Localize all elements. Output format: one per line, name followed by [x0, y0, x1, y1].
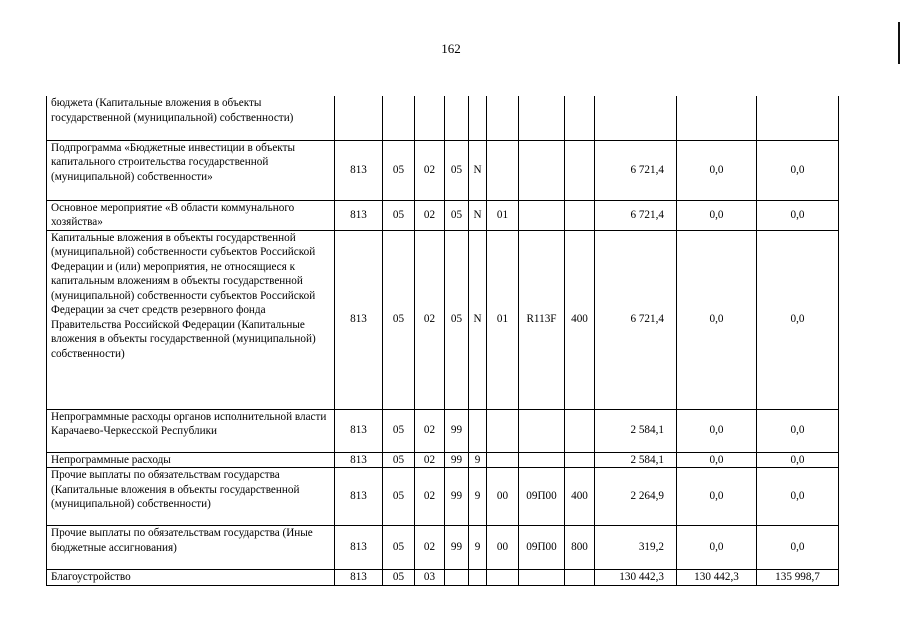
code-cell: [519, 200, 565, 230]
code-cell: [469, 409, 487, 452]
code-cell: [487, 96, 519, 140]
budget-table: [46, 96, 839, 586]
code-cell: 09П00: [519, 526, 565, 570]
code-cell: [487, 452, 519, 468]
code-cell: N: [469, 140, 487, 200]
row-name-cell: Непрограммные расходы: [47, 452, 335, 468]
code-cell: 800: [565, 526, 595, 570]
amount-cell: [595, 96, 677, 140]
code-cell: 813: [335, 526, 383, 570]
code-cell: 05: [383, 200, 415, 230]
code-cell: 05: [445, 230, 469, 409]
code-cell: 05: [445, 200, 469, 230]
code-cell: 813: [335, 409, 383, 452]
code-cell: [383, 96, 415, 140]
code-cell: [469, 96, 487, 140]
code-cell: 00: [487, 526, 519, 570]
row-name-cell: Подпрограмма «Бюджетные инвестиции в объекты капитального строительства государственной (муниципальной) собственности»: [47, 140, 335, 200]
code-cell: [565, 409, 595, 452]
code-cell: 99: [445, 409, 469, 452]
table-row: [47, 96, 839, 140]
code-cell: 813: [335, 468, 383, 526]
amount-cell: 2 584,1: [595, 452, 677, 468]
code-cell: 02: [415, 452, 445, 468]
code-cell: [487, 409, 519, 452]
code-cell: 9: [469, 452, 487, 468]
code-cell: 05: [383, 409, 415, 452]
code-cell: 05: [383, 468, 415, 526]
code-cell: [565, 140, 595, 200]
code-cell: 99: [445, 526, 469, 570]
code-cell: 09П00: [519, 468, 565, 526]
table-row: [47, 409, 839, 452]
code-cell: [565, 570, 595, 586]
code-cell: 02: [415, 230, 445, 409]
code-cell: 99: [445, 468, 469, 526]
code-cell: N: [469, 230, 487, 409]
code-cell: 813: [335, 452, 383, 468]
code-cell: 813: [335, 140, 383, 200]
table-row: [47, 526, 839, 570]
code-cell: 00: [487, 468, 519, 526]
amount-cell: 6 721,4: [595, 200, 677, 230]
amount-cell: 0,0: [677, 140, 757, 200]
amount-cell: 0,0: [757, 468, 839, 526]
amount-cell: 6 721,4: [595, 230, 677, 409]
code-cell: 813: [335, 570, 383, 586]
amount-cell: 0,0: [677, 468, 757, 526]
code-cell: [519, 409, 565, 452]
code-cell: [415, 96, 445, 140]
code-cell: [565, 452, 595, 468]
code-cell: [519, 452, 565, 468]
page-edge-mark: [898, 22, 900, 64]
code-cell: 05: [383, 570, 415, 586]
code-cell: 03: [415, 570, 445, 586]
table-row: [47, 140, 839, 200]
code-cell: [519, 570, 565, 586]
code-cell: 813: [335, 200, 383, 230]
amount-cell: 2 584,1: [595, 409, 677, 452]
amount-cell: 0,0: [677, 200, 757, 230]
code-cell: 02: [415, 526, 445, 570]
amount-cell: 0,0: [757, 230, 839, 409]
code-cell: [469, 570, 487, 586]
code-cell: R113F: [519, 230, 565, 409]
code-cell: 02: [415, 468, 445, 526]
code-cell: 400: [565, 468, 595, 526]
code-cell: N: [469, 200, 487, 230]
amount-cell: 0,0: [757, 526, 839, 570]
code-cell: 05: [445, 140, 469, 200]
amount-cell: 319,2: [595, 526, 677, 570]
amount-cell: 0,0: [757, 200, 839, 230]
amount-cell: [677, 96, 757, 140]
code-cell: 05: [383, 452, 415, 468]
code-cell: 01: [487, 230, 519, 409]
code-cell: [335, 96, 383, 140]
amount-cell: 0,0: [757, 452, 839, 468]
table-row: [47, 468, 839, 526]
code-cell: 02: [415, 200, 445, 230]
code-cell: 400: [565, 230, 595, 409]
code-cell: [445, 96, 469, 140]
row-name-cell: Прочие выплаты по обязательствам государства (Иные бюджетные ассигнования): [47, 526, 335, 570]
code-cell: 02: [415, 409, 445, 452]
code-cell: 05: [383, 230, 415, 409]
row-name-cell: Прочие выплаты по обязательствам государства (Капитальные вложения в объекты государственной (муниципальной) собственности): [47, 468, 335, 526]
code-cell: 02: [415, 140, 445, 200]
amount-cell: 0,0: [677, 452, 757, 468]
code-cell: 01: [487, 200, 519, 230]
code-cell: [487, 570, 519, 586]
code-cell: 9: [469, 468, 487, 526]
code-cell: [565, 200, 595, 230]
row-name-cell: Непрограммные расходы органов исполнительной власти Карачаево-Черкесской Республики: [47, 409, 335, 452]
amount-cell: 0,0: [677, 526, 757, 570]
row-name-cell: Основное мероприятие «В области коммунального хозяйства»: [47, 200, 335, 230]
code-cell: 05: [383, 526, 415, 570]
table-row: [47, 452, 839, 468]
amount-cell: 0,0: [677, 409, 757, 452]
amount-cell: 0,0: [677, 230, 757, 409]
code-cell: 9: [469, 526, 487, 570]
code-cell: 99: [445, 452, 469, 468]
amount-cell: 0,0: [757, 409, 839, 452]
code-cell: [445, 570, 469, 586]
row-name-cell: бюджета (Капитальные вложения в объекты государственной (муниципальной) собственности): [47, 96, 335, 140]
amount-cell: 0,0: [757, 140, 839, 200]
code-cell: [487, 140, 519, 200]
table-row: [47, 200, 839, 230]
row-name-cell: Капитальные вложения в объекты государственной (муниципальной) собственности субъектов Российской Федерации и (или) мероприятия, не относящиеся к капитальным вложениям в объекты государственной (муниципальной) собственности субъектов Российской Федерации за счет средств резервного фонда Правительства Российской Федерации (Капитальные вложения в объекты государственной (муниципальной) собственности): [47, 230, 335, 409]
code-cell: [565, 96, 595, 140]
page-number: 162: [441, 41, 461, 56]
amount-cell: 6 721,4: [595, 140, 677, 200]
amount-cell: 135 998,7: [757, 570, 839, 586]
code-cell: [519, 96, 565, 140]
table-row: [47, 230, 839, 409]
code-cell: [519, 140, 565, 200]
table-row: [47, 570, 839, 586]
row-name-cell: Благоустройство: [47, 570, 335, 586]
amount-cell: 130 442,3: [677, 570, 757, 586]
amount-cell: 2 264,9: [595, 468, 677, 526]
amount-cell: 130 442,3: [595, 570, 677, 586]
code-cell: 813: [335, 230, 383, 409]
amount-cell: [757, 96, 839, 140]
code-cell: 05: [383, 140, 415, 200]
